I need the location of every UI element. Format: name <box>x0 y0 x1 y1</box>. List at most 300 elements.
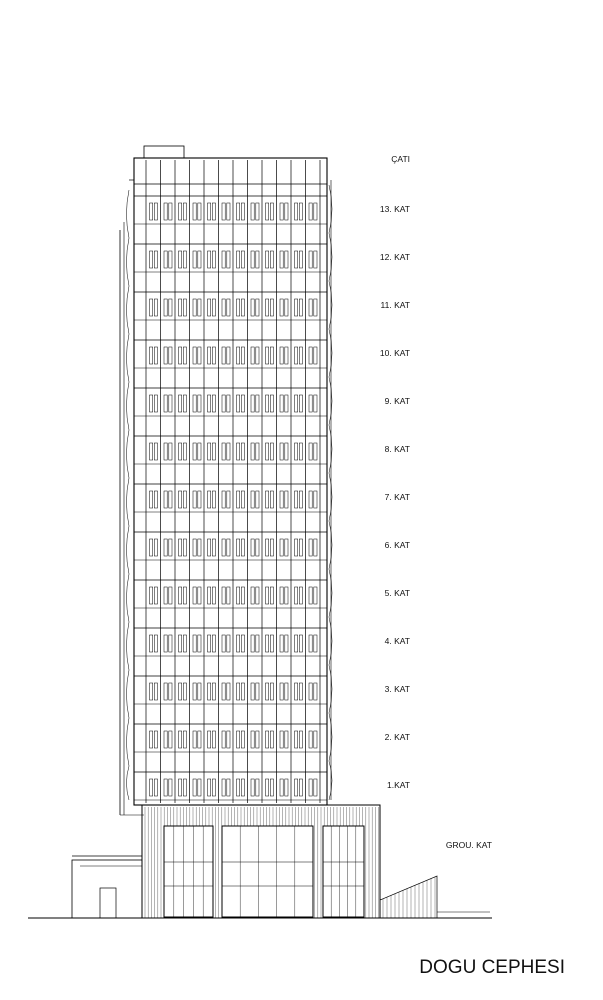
window-pane <box>164 731 167 748</box>
window-pane <box>164 299 167 316</box>
window-pane <box>164 203 167 220</box>
window-pane <box>227 731 230 748</box>
window-pane <box>266 347 269 364</box>
window-pane <box>237 251 240 268</box>
window-pane <box>208 779 211 796</box>
window-pane <box>256 299 259 316</box>
stair-ramp-outline <box>380 876 437 918</box>
window-pane <box>183 443 186 460</box>
window-pane <box>154 443 157 460</box>
window-pane <box>193 683 196 700</box>
window-pane <box>314 395 317 412</box>
window-pane <box>266 203 269 220</box>
window-pane <box>314 587 317 604</box>
window-pane <box>314 683 317 700</box>
window-pane <box>193 203 196 220</box>
window-pane <box>309 443 312 460</box>
window-pane <box>183 299 186 316</box>
window-pane <box>164 395 167 412</box>
window-pane <box>150 587 153 604</box>
window-pane <box>154 635 157 652</box>
window-pane <box>179 779 182 796</box>
window-pane <box>169 779 172 796</box>
window-pane <box>270 203 273 220</box>
window-pane <box>227 635 230 652</box>
window-pane <box>150 299 153 316</box>
window-pane <box>280 251 283 268</box>
window-pane <box>183 779 186 796</box>
roof-parapet <box>144 146 184 158</box>
storefront-frame <box>323 826 364 917</box>
window-pane <box>280 635 283 652</box>
window-pane <box>280 395 283 412</box>
window-pane <box>150 683 153 700</box>
window-pane <box>222 443 225 460</box>
window-pane <box>222 203 225 220</box>
floor-label: 8. KAT <box>384 444 410 454</box>
window-pane <box>227 251 230 268</box>
window-pane <box>198 251 201 268</box>
window-pane <box>183 683 186 700</box>
window-pane <box>154 491 157 508</box>
window-pane <box>198 731 201 748</box>
window-pane <box>285 779 288 796</box>
window-pane <box>198 539 201 556</box>
window-pane <box>251 251 254 268</box>
window-pane <box>193 731 196 748</box>
window-pane <box>169 587 172 604</box>
window-pane <box>237 395 240 412</box>
window-pane <box>285 635 288 652</box>
window-pane <box>193 443 196 460</box>
window-pane <box>198 203 201 220</box>
window-pane <box>299 539 302 556</box>
window-pane <box>266 443 269 460</box>
window-pane <box>270 251 273 268</box>
window-pane <box>237 347 240 364</box>
window-pane <box>154 347 157 364</box>
window-pane <box>295 299 298 316</box>
window-pane <box>154 251 157 268</box>
window-pane <box>280 587 283 604</box>
window-pane <box>237 683 240 700</box>
window-pane <box>309 731 312 748</box>
window-pane <box>266 635 269 652</box>
window-pane <box>212 731 215 748</box>
window-pane <box>295 491 298 508</box>
window-pane <box>183 635 186 652</box>
window-pane <box>222 731 225 748</box>
window-pane <box>256 203 259 220</box>
window-pane <box>154 203 157 220</box>
window-pane <box>198 635 201 652</box>
window-pane <box>299 443 302 460</box>
window-pane <box>169 635 172 652</box>
window-pane <box>193 539 196 556</box>
window-pane <box>266 779 269 796</box>
window-pane <box>295 203 298 220</box>
window-pane <box>193 299 196 316</box>
window-pane <box>227 443 230 460</box>
window-pane <box>154 779 157 796</box>
window-pane <box>270 299 273 316</box>
window-pane <box>237 587 240 604</box>
window-pane <box>198 299 201 316</box>
window-pane <box>314 779 317 796</box>
window-pane <box>164 491 167 508</box>
window-pane <box>251 731 254 748</box>
window-pane <box>299 587 302 604</box>
window-pane <box>309 347 312 364</box>
window-pane <box>183 539 186 556</box>
window-pane <box>227 299 230 316</box>
window-pane <box>237 203 240 220</box>
window-pane <box>266 683 269 700</box>
window-pane <box>208 539 211 556</box>
window-pane <box>241 587 244 604</box>
window-pane <box>251 635 254 652</box>
window-pane <box>237 635 240 652</box>
window-pane <box>241 635 244 652</box>
window-pane <box>241 203 244 220</box>
window-pane <box>208 347 211 364</box>
building-linework <box>28 146 492 918</box>
window-pane <box>222 299 225 316</box>
window-pane <box>270 683 273 700</box>
window-pane <box>179 395 182 412</box>
window-pane <box>285 539 288 556</box>
window-pane <box>280 731 283 748</box>
window-pane <box>241 347 244 364</box>
window-pane <box>280 443 283 460</box>
window-pane <box>212 683 215 700</box>
window-pane <box>179 203 182 220</box>
window-pane <box>251 395 254 412</box>
window-pane <box>266 251 269 268</box>
window-pane <box>164 587 167 604</box>
window-pane <box>309 395 312 412</box>
window-pane <box>164 347 167 364</box>
window-pane <box>169 443 172 460</box>
floor-label: 6. KAT <box>384 540 410 550</box>
window-pane <box>299 635 302 652</box>
drawing-title: DOGU CEPHESI <box>419 957 565 978</box>
window-pane <box>237 491 240 508</box>
window-pane <box>208 251 211 268</box>
floor-label: 9. KAT <box>384 396 410 406</box>
window-pane <box>150 731 153 748</box>
window-pane <box>222 539 225 556</box>
window-pane <box>285 731 288 748</box>
window-pane <box>280 203 283 220</box>
window-pane <box>193 251 196 268</box>
window-pane <box>285 587 288 604</box>
window-pane <box>295 779 298 796</box>
window-pane <box>270 779 273 796</box>
window-pane <box>227 203 230 220</box>
window-pane <box>154 539 157 556</box>
window-pane <box>309 683 312 700</box>
window-pane <box>251 443 254 460</box>
window-pane <box>241 491 244 508</box>
floor-labels <box>380 204 410 790</box>
window-pane <box>222 587 225 604</box>
window-pane <box>169 491 172 508</box>
window-pane <box>198 779 201 796</box>
window-pane <box>179 251 182 268</box>
floor-label: 1.KAT <box>387 780 410 790</box>
window-pane <box>299 203 302 220</box>
window-pane <box>179 731 182 748</box>
window-pane <box>169 251 172 268</box>
window-pane <box>154 299 157 316</box>
window-pane <box>212 587 215 604</box>
window-pane <box>198 587 201 604</box>
window-pane <box>169 731 172 748</box>
window-pane <box>241 251 244 268</box>
floor-label: 5. KAT <box>384 588 410 598</box>
window-pane <box>299 347 302 364</box>
window-pane <box>270 635 273 652</box>
window-pane <box>150 491 153 508</box>
window-pane <box>222 395 225 412</box>
window-pane <box>227 395 230 412</box>
window-pane <box>256 251 259 268</box>
window-pane <box>280 539 283 556</box>
window-pane <box>150 539 153 556</box>
window-pane <box>227 491 230 508</box>
window-pane <box>193 587 196 604</box>
window-pane <box>193 491 196 508</box>
window-pane <box>266 395 269 412</box>
window-pane <box>154 395 157 412</box>
window-pane <box>314 491 317 508</box>
window-pane <box>256 683 259 700</box>
window-pane <box>150 347 153 364</box>
window-pane <box>314 731 317 748</box>
window-pane <box>222 347 225 364</box>
window-pane <box>270 395 273 412</box>
window-pane <box>309 203 312 220</box>
window-pane <box>198 443 201 460</box>
window-pane <box>198 347 201 364</box>
window-pane <box>241 683 244 700</box>
window-pane <box>280 683 283 700</box>
window-pane <box>299 779 302 796</box>
window-pane <box>295 587 298 604</box>
window-pane <box>227 683 230 700</box>
window-pane <box>299 491 302 508</box>
window-pane <box>193 635 196 652</box>
window-pane <box>222 779 225 796</box>
window-pane <box>164 539 167 556</box>
floor-label: 3. KAT <box>384 684 410 694</box>
window-pane <box>183 203 186 220</box>
window-pane <box>251 683 254 700</box>
floor-label: 2. KAT <box>384 732 410 742</box>
storefront-frame <box>222 826 313 917</box>
window-pane <box>179 443 182 460</box>
window-pane <box>222 251 225 268</box>
right-wavy-panel <box>329 185 332 800</box>
window-pane <box>227 539 230 556</box>
window-pane <box>150 203 153 220</box>
window-pane <box>241 395 244 412</box>
window-pane <box>295 683 298 700</box>
window-pane <box>198 395 201 412</box>
window-pane <box>280 779 283 796</box>
window-pane <box>222 491 225 508</box>
window-pane <box>208 635 211 652</box>
window-pane <box>251 779 254 796</box>
window-pane <box>251 203 254 220</box>
window-pane <box>285 443 288 460</box>
window-pane <box>169 683 172 700</box>
window-pane <box>256 491 259 508</box>
window-pane <box>208 395 211 412</box>
roof-label: ÇATI <box>391 154 410 164</box>
window-pane <box>309 539 312 556</box>
window-pane <box>251 491 254 508</box>
window-pane <box>208 491 211 508</box>
window-pane <box>179 539 182 556</box>
window-pane <box>241 539 244 556</box>
window-pane <box>309 299 312 316</box>
window-pane <box>208 731 211 748</box>
left-annex <box>72 860 142 918</box>
window-pane <box>212 491 215 508</box>
window-pane <box>285 491 288 508</box>
window-pane <box>193 347 196 364</box>
window-pane <box>299 683 302 700</box>
window-pane <box>164 635 167 652</box>
window-pane <box>212 635 215 652</box>
window-pane <box>179 635 182 652</box>
window-pane <box>237 539 240 556</box>
window-pane <box>237 443 240 460</box>
window-pane <box>285 395 288 412</box>
window-pane <box>212 443 215 460</box>
window-pane <box>222 635 225 652</box>
window-pane <box>241 731 244 748</box>
floor-label: 11. KAT <box>380 300 410 310</box>
window-pane <box>299 731 302 748</box>
annex-door <box>100 888 116 918</box>
window-pane <box>270 443 273 460</box>
window-pane <box>169 299 172 316</box>
window-pane <box>183 251 186 268</box>
floor-label: 4. KAT <box>384 636 410 646</box>
window-pane <box>179 587 182 604</box>
window-pane <box>309 587 312 604</box>
window-pane <box>256 539 259 556</box>
window-pane <box>256 347 259 364</box>
window-pane <box>256 779 259 796</box>
window-pane <box>285 347 288 364</box>
window-pane <box>295 347 298 364</box>
ground-floor-label: GROU. KAT <box>445 840 492 850</box>
window-pane <box>169 539 172 556</box>
window-pane <box>227 347 230 364</box>
window-pane <box>154 683 157 700</box>
window-pane <box>295 539 298 556</box>
window-pane <box>169 347 172 364</box>
window-pane <box>266 491 269 508</box>
window-pane <box>208 443 211 460</box>
window-pane <box>270 347 273 364</box>
window-pane <box>314 539 317 556</box>
window-pane <box>179 347 182 364</box>
window-pane <box>266 539 269 556</box>
window-pane <box>179 299 182 316</box>
window-pane <box>309 779 312 796</box>
window-pane <box>309 635 312 652</box>
window-pane <box>212 395 215 412</box>
window-pane <box>212 539 215 556</box>
window-pane <box>237 299 240 316</box>
window-pane <box>299 395 302 412</box>
window-pane <box>222 683 225 700</box>
window-pane <box>150 443 153 460</box>
window-pane <box>285 203 288 220</box>
window-pane <box>212 779 215 796</box>
window-pane <box>266 731 269 748</box>
window-pane <box>212 251 215 268</box>
left-wavy-panel <box>127 190 130 800</box>
window-pane <box>183 491 186 508</box>
tower-outline <box>134 158 327 805</box>
window-pane <box>309 491 312 508</box>
window-pane <box>299 299 302 316</box>
window-pane <box>256 587 259 604</box>
window-pane <box>164 251 167 268</box>
window-pane <box>198 491 201 508</box>
window-pane <box>270 491 273 508</box>
window-pane <box>198 683 201 700</box>
window-pane <box>179 491 182 508</box>
window-pane <box>280 347 283 364</box>
window-pane <box>227 779 230 796</box>
window-pane <box>314 635 317 652</box>
window-pane <box>212 203 215 220</box>
storefront-frame <box>164 826 213 917</box>
window-pane <box>251 347 254 364</box>
window-pane <box>154 587 157 604</box>
window-pane <box>208 683 211 700</box>
floor-label: 13. KAT <box>379 204 410 214</box>
window-pane <box>314 443 317 460</box>
window-pane <box>295 731 298 748</box>
window-pane <box>295 635 298 652</box>
window-pane <box>270 539 273 556</box>
floor-label: 12. KAT <box>379 252 410 262</box>
window-pane <box>227 587 230 604</box>
window-pane <box>208 203 211 220</box>
window-pane <box>150 395 153 412</box>
window-pane <box>266 299 269 316</box>
window-pane <box>251 539 254 556</box>
window-pane <box>256 635 259 652</box>
window-pane <box>212 347 215 364</box>
window-pane <box>154 731 157 748</box>
window-pane <box>169 395 172 412</box>
window-pane <box>285 683 288 700</box>
window-pane <box>237 731 240 748</box>
window-pane <box>280 299 283 316</box>
window-pane <box>212 299 215 316</box>
window-pane <box>169 203 172 220</box>
window-pane <box>295 395 298 412</box>
